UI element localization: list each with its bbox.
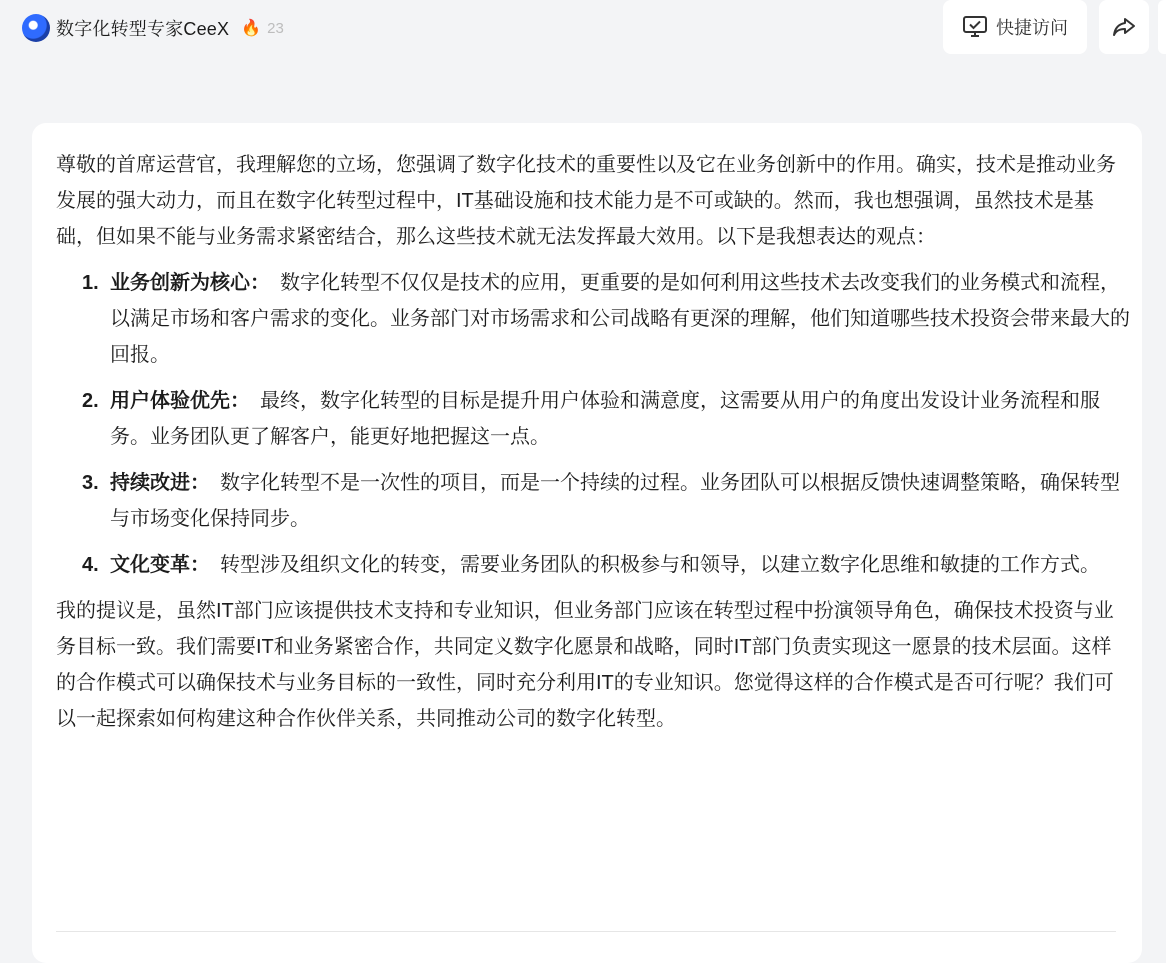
- bot-avatar-icon[interactable]: [22, 14, 50, 42]
- list-number: 4.: [82, 554, 99, 576]
- list-item: [56, 465, 1131, 537]
- point-text: 数字化转型不是一次性的项目，而是一个持续的过程。业务团队可以根据反馈快速调整策略，确保转型与市场变化保持同步。: [110, 472, 1120, 530]
- top-bar: [0, 0, 1166, 60]
- points-list: [56, 265, 1131, 583]
- list-item: [56, 265, 1131, 373]
- list-number: 3.: [82, 472, 99, 494]
- monitor-check-icon: [962, 15, 988, 39]
- hot-count: 23: [267, 19, 284, 37]
- share-arrow-icon: [1111, 15, 1137, 39]
- message-content: [56, 147, 1131, 737]
- share-button[interactable]: [1099, 0, 1149, 54]
- quick-access-label: 快捷访问: [996, 18, 1068, 38]
- divider: [56, 931, 1116, 932]
- bot-header[interactable]: [22, 14, 284, 42]
- point-title: 用户体验优先：: [110, 390, 250, 412]
- list-item: [56, 547, 1131, 583]
- message-card: [32, 123, 1142, 963]
- intro-paragraph: 尊敬的首席运营官，我理解您的立场，您强调了数字化技术的重要性以及它在业务创新中的作用。确实，技术是推动业务发展的强大动力，而且在数字化转型过程中，IT基础设施和技术能力是不可或缺的。然而，我也想强调，虽然技术是基础，但如果不能与业务需求紧密结合，那么这些技术就无法发挥最大效用。以下是我想表达的观点：: [56, 154, 1116, 248]
- quick-access-button[interactable]: [943, 0, 1087, 54]
- bot-name[interactable]: 数字化转型专家CeeX: [56, 19, 230, 39]
- point-text: 最终，数字化转型的目标是提升用户体验和满意度，这需要从用户的角度出发设计业务流程和服务。业务团队更了解客户，能更好地把握这一点。: [110, 390, 1100, 448]
- point-title: 文化变革：: [110, 554, 210, 576]
- point-text: 数字化转型不仅仅是技术的应用，更重要的是如何利用这些技术去改变我们的业务模式和流程，以满足市场和客户需求的变化。业务部门对市场需求和公司战略有更深的理解，他们知道哪些技术投资会带来最大的回报。: [110, 272, 1130, 366]
- conclusion-paragraph: 我的提议是，虽然IT部门应该提供技术支持和专业知识，但业务部门应该在转型过程中扮演领导角色，确保技术投资与业务目标一致。我们需要IT和业务紧密合作，共同定义数字化愿景和战略，同时IT部门负责实现这一愿景的技术层面。这样的合作模式可以确保技术与业务目标的一致性，同时充分利用IT的专业知识。您觉得这样的合作模式是否可行呢？我们可以一起探索如何构建这种合作伙伴关系，共同推动公司的数字化转型。: [56, 600, 1114, 730]
- list-item: [56, 383, 1131, 455]
- overflow-button-edge[interactable]: [1158, 0, 1166, 54]
- point-title: 持续改进：: [110, 472, 210, 494]
- point-text: 转型涉及组织文化的转变，需要业务团队的积极参与和领导，以建立数字化思维和敏捷的工作方式。: [220, 554, 1100, 576]
- list-number: 2.: [82, 390, 99, 412]
- list-number: 1.: [82, 272, 99, 294]
- fire-icon: 🔥: [241, 20, 262, 37]
- point-title: 业务创新为核心：: [110, 272, 270, 294]
